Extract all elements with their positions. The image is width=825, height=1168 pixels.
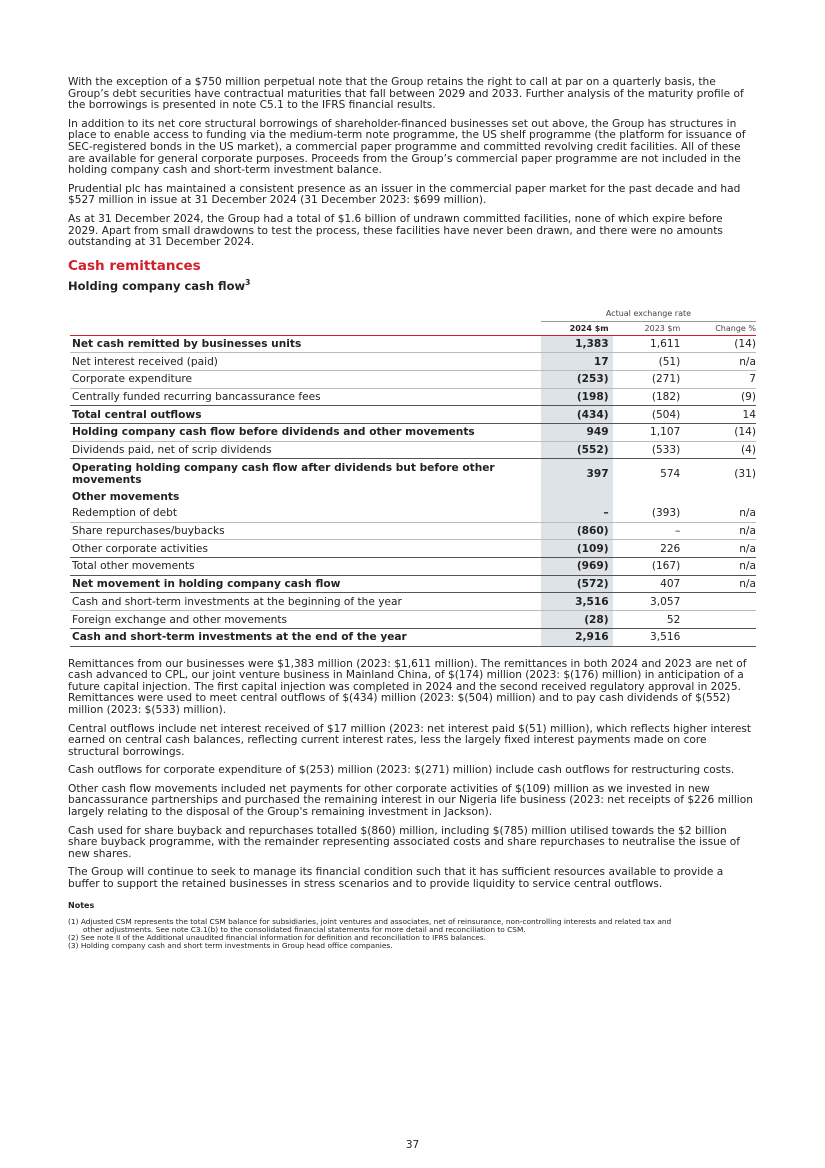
value-change <box>684 628 756 646</box>
table-row <box>70 423 756 441</box>
value-change: 7 <box>684 370 756 388</box>
value-change: 14 <box>684 406 756 424</box>
table-column-header-row <box>70 321 756 335</box>
table-row <box>70 575 756 593</box>
value-change: (31) <box>734 467 756 480</box>
value-2024: (969) <box>541 558 613 576</box>
value-2024: (572) <box>541 575 613 593</box>
value-change: n/a <box>684 353 756 371</box>
value-2024: 949 <box>541 423 613 441</box>
cash-flow-table <box>70 307 756 647</box>
value-2024: 3,516 <box>541 593 613 611</box>
value-2024: – <box>541 505 613 522</box>
row-label: Net interest received (paid) <box>70 353 541 371</box>
table-row <box>70 558 756 576</box>
value-2023: (271) <box>613 370 685 388</box>
row-label: Share repurchases/buybacks <box>70 522 541 540</box>
row-label: Dividends paid, net of scrip dividends <box>70 441 541 459</box>
footnote: (2) See note II of the Additional unaudited financial information for definition and reconciliation to IFRS balances. <box>68 933 487 943</box>
value-change <box>684 488 756 505</box>
table-row <box>70 459 756 489</box>
subtitle-text: Holding company cash flow <box>68 278 246 293</box>
value-2023: 52 <box>613 611 685 629</box>
table-row <box>70 628 756 646</box>
value-change: (4) <box>684 441 756 459</box>
value-2023: (51) <box>613 353 685 371</box>
value-2023: (167) <box>613 558 685 576</box>
body-paragraph: Cash used for share buyback and repurchases totalled $(860) million, including $(785) million utilised towards the $2 billion share buyback programme, with the remainder representing associated costs and share repurchases to neutralise the issue of new shares. <box>68 824 740 860</box>
value-2023: 1,611 <box>613 335 685 353</box>
table-row <box>70 488 756 505</box>
intro-paragraph: Prudential plc has maintained a consistent presence as an issuer in the commercial paper market for the past decade and had $527 million in issue at 31 December 2024 (31 December 2023: $699 million). <box>68 182 741 207</box>
value-2024: (28) <box>541 611 613 629</box>
value-2024: (253) <box>541 370 613 388</box>
value-2023: 226 <box>613 540 685 558</box>
footnote <box>68 918 756 934</box>
value-change: n/a <box>684 575 756 593</box>
page-content <box>68 77 756 950</box>
notes-title: Notes <box>68 900 95 910</box>
value-change: (14) <box>684 423 756 441</box>
value-2023: 3,057 <box>613 593 685 611</box>
row-label: Corporate expenditure <box>70 370 541 388</box>
row-label: Other movements <box>72 490 180 503</box>
row-label: Cash and short-term investments at the beginning of the year <box>70 593 541 611</box>
intro-paragraph: With the exception of a $750 million perpetual note that the Group retains the right to call at par on a quarterly basis, the Group’s debt securities have contractual maturities that fall between 2029 and 2033. Further analysis of the maturity profile of the borrowings is presented in note C5.1 to the IFRS financial results. <box>68 76 744 112</box>
footnote-line: (1) Adjusted CSM represents the total CSM balance for subsidiaries, joint ventures and associates, net of reinsurance, non-controlling interests and related tax and <box>68 916 672 926</box>
value-2024: 1,383 <box>541 335 613 353</box>
value-2024: (198) <box>541 388 613 406</box>
col-header-2023: 2023 $m <box>644 323 681 333</box>
value-change: (14) <box>684 335 756 353</box>
value-2023: 407 <box>613 575 685 593</box>
footnote-continuation: other adjustments. See note C3.1(b) to the consolidated financial statements for more detail and reconciliation to CSM. <box>83 924 526 934</box>
body-paragraph: The Group will continue to seek to manage its financial condition such that it has sufficient resources available to provide a buffer to support the retained businesses in stress scenarios and to provide liquidity to service central outflows. <box>68 866 724 891</box>
value-change: n/a <box>684 558 756 576</box>
col-header-2024: 2024 $m <box>541 321 613 335</box>
value-2024: 17 <box>541 353 613 371</box>
row-label: Redemption of debt <box>70 505 541 522</box>
table-row <box>70 593 756 611</box>
page-number: 37 <box>405 1139 420 1151</box>
row-label: Operating holding company cash flow after dividends but before other movements <box>72 461 495 486</box>
value-2023: 3,516 <box>613 628 685 646</box>
table-row <box>70 388 756 406</box>
value-2023: 1,107 <box>613 423 685 441</box>
table-row <box>70 505 756 522</box>
body-paragraph: Remittances from our businesses were $1,383 million (2023: $1,611 million). The remittances in both 2024 and 2023 are net of cash advanced to CPL, our joint venture business in Mainland China, of $(174) million (2023: $(176) million) in anticipation of a future capital injection. The first capital injection was completed in 2024 and the second received regulatory approval in 2025. Remittances were used to meet central outflows of $(434) million (2023: $(504) million) and to pay cash dividends of $(552) million (2023: $(533) million). <box>68 657 747 716</box>
row-label: Foreign exchange and other movements <box>70 611 541 629</box>
intro-paragraph: As at 31 December 2024, the Group had a total of $1.6 billion of undrawn committed facilities, none of which expire before 2029. Apart from small drawdowns to test the process, these facilities have never been drawn, and there were no amounts outstanding at 31 December 2024. <box>68 212 723 249</box>
col-header-change: Change % <box>715 323 756 333</box>
body-paragraph: Other cash flow movements included net payments for other corporate activities of $(109) million as we invested in new bancassurance partnerships and purchased the remaining interest in our Nigeria life business (2023: net receipts of $226 million largely relating to the disposal of the Group's remaining investment in Jackson). <box>68 782 753 819</box>
row-label: Centrally funded recurring bancassurance fees <box>70 388 541 406</box>
subtitle-footnote-ref: 3 <box>245 277 251 287</box>
table-row <box>70 540 756 558</box>
table-row <box>70 353 756 371</box>
body-paragraph: Cash outflows for corporate expenditure of $(253) million (2023: $(271) million) include cash outflows for restructuring costs. <box>68 764 735 777</box>
table-row <box>70 522 756 540</box>
footnote: (3) Holding company cash and short term investments in Group head office companies. <box>68 941 393 951</box>
value-change: n/a <box>684 505 756 522</box>
value-2023: (182) <box>613 388 685 406</box>
body-paragraph: Central outflows include net interest received of $17 million (2023: net interest paid $(51) million), which reflects higher interest earned on central cash balances, reflecting current interest rates, less the largely fixed interest payments made on core structural borrowings. <box>68 722 752 758</box>
section-title: Cash remittances <box>68 257 201 274</box>
row-label: Holding company cash flow before dividends and other movements <box>70 423 541 441</box>
row-label: Cash and short-term investments at the end of the year <box>70 628 541 646</box>
table-row <box>70 611 756 629</box>
value-2023 <box>613 488 685 505</box>
value-2023: – <box>613 522 685 540</box>
value-2024: (552) <box>541 441 613 459</box>
row-label: Total central outflows <box>70 406 541 424</box>
group-header: Actual exchange rate <box>541 307 756 322</box>
value-change: n/a <box>684 540 756 558</box>
value-2024: (109) <box>541 540 613 558</box>
table-row <box>70 406 756 424</box>
value-2024: (434) <box>541 406 613 424</box>
value-change: (9) <box>684 388 756 406</box>
table-row <box>70 335 756 353</box>
row-label: Net movement in holding company cash flow <box>70 575 541 593</box>
row-label: Total other movements <box>70 558 541 576</box>
table-row <box>70 441 756 459</box>
table-row <box>70 370 756 388</box>
value-2024 <box>541 488 613 505</box>
value-2024: (860) <box>541 522 613 540</box>
value-change <box>684 611 756 629</box>
value-2023: (533) <box>613 441 685 459</box>
value-change: n/a <box>684 522 756 540</box>
table-group-header-row <box>70 307 756 322</box>
value-2023: (504) <box>613 406 685 424</box>
value-change <box>684 593 756 611</box>
value-2024: 397 <box>541 459 613 489</box>
value-2024: 2,916 <box>541 628 613 646</box>
value-2023: (393) <box>613 505 685 522</box>
table-subtitle <box>68 278 756 293</box>
intro-paragraph: In addition to its net core structural borrowings of shareholder-financed businesses set out above, the Group has structures in place to enable access to funding via the medium-term note programme, the US shelf programme (the platform for issuance of SEC-registered bonds in the US market), a commercial paper programme and committed revolving credit facilities. All of these are available for general corporate purposes. Proceeds from the Group’s commercial paper programme are not included in the holding company cash and short-term investment balance. <box>68 117 746 177</box>
row-label: Other corporate activities <box>70 540 541 558</box>
value-2023: 574 <box>660 467 681 480</box>
row-label: Net cash remitted by businesses units <box>70 335 541 353</box>
